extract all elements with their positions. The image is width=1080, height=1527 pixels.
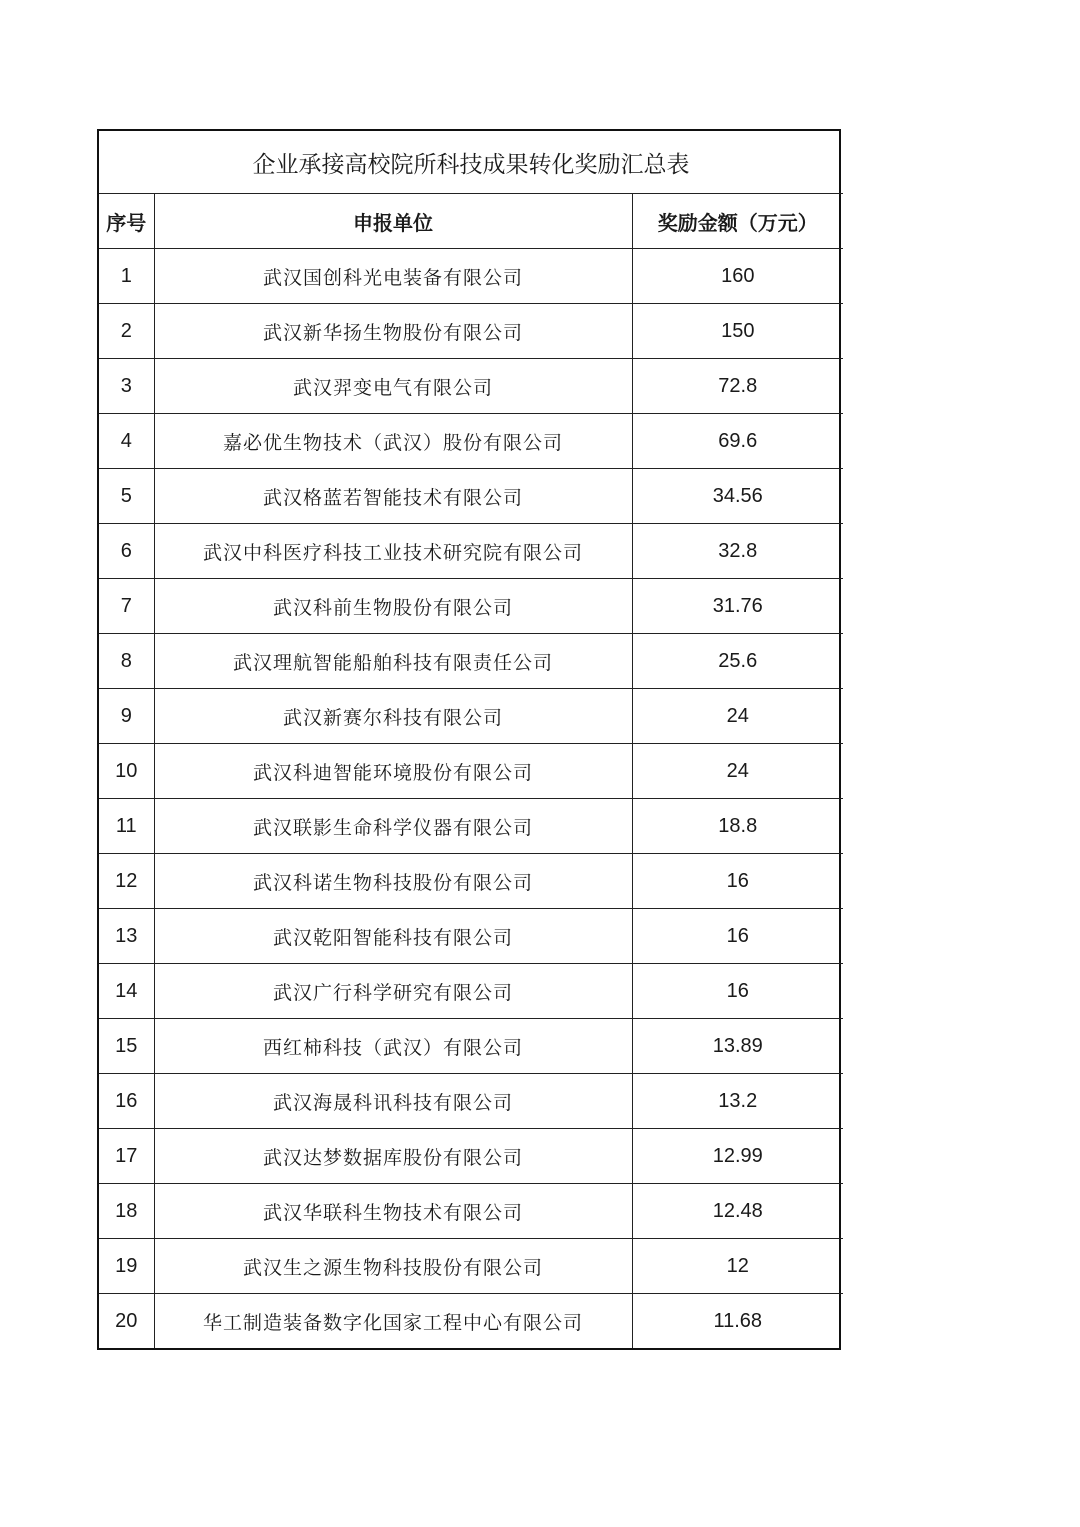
row-index: 4 (99, 414, 154, 469)
company-name: 武汉广行科学研究有限公司 (154, 964, 632, 1019)
table-row (99, 414, 843, 469)
award-amount: 69.6 (632, 414, 843, 469)
award-amount: 11.68 (632, 1294, 843, 1349)
table-row (99, 304, 843, 359)
table-row (99, 1239, 843, 1294)
row-index: 9 (99, 689, 154, 744)
row-index: 8 (99, 634, 154, 689)
award-amount: 12.99 (632, 1129, 843, 1184)
column-header-index: 序号 (99, 194, 154, 249)
row-index: 14 (99, 964, 154, 1019)
table-row (99, 579, 843, 634)
table-header-row (99, 194, 843, 249)
company-name: 武汉科前生物股份有限公司 (154, 579, 632, 634)
company-name: 武汉海晟科讯科技有限公司 (154, 1074, 632, 1129)
award-amount: 13.89 (632, 1019, 843, 1074)
award-amount: 18.8 (632, 799, 843, 854)
table-row (99, 909, 843, 964)
row-index: 17 (99, 1129, 154, 1184)
award-amount: 16 (632, 854, 843, 909)
company-name: 武汉新华扬生物股份有限公司 (154, 304, 632, 359)
award-amount: 25.6 (632, 634, 843, 689)
award-amount: 24 (632, 744, 843, 799)
row-index: 2 (99, 304, 154, 359)
row-index: 10 (99, 744, 154, 799)
award-amount: 160 (632, 249, 843, 304)
row-index: 20 (99, 1294, 154, 1349)
company-name: 武汉中科医疗科技工业技术研究院有限公司 (154, 524, 632, 579)
row-index: 13 (99, 909, 154, 964)
row-index: 11 (99, 799, 154, 854)
company-name: 嘉必优生物技术（武汉）股份有限公司 (154, 414, 632, 469)
table-row (99, 1129, 843, 1184)
company-name: 武汉新赛尔科技有限公司 (154, 689, 632, 744)
table-row (99, 359, 843, 414)
column-header-company: 申报单位 (154, 194, 632, 249)
row-index: 15 (99, 1019, 154, 1074)
row-index: 3 (99, 359, 154, 414)
award-amount: 12.48 (632, 1184, 843, 1239)
table-row (99, 249, 843, 304)
table-row (99, 964, 843, 1019)
table-row (99, 634, 843, 689)
table-row (99, 854, 843, 909)
award-summary-table (97, 129, 841, 1350)
row-index: 19 (99, 1239, 154, 1294)
company-name: 武汉生之源生物科技股份有限公司 (154, 1239, 632, 1294)
table-row (99, 469, 843, 524)
company-name: 武汉格蓝若智能技术有限公司 (154, 469, 632, 524)
award-amount: 16 (632, 964, 843, 1019)
company-name: 武汉华联科生物技术有限公司 (154, 1184, 632, 1239)
table-row (99, 1294, 843, 1349)
company-name: 武汉联影生命科学仪器有限公司 (154, 799, 632, 854)
table-row (99, 1074, 843, 1129)
table-row (99, 744, 843, 799)
table-row (99, 1184, 843, 1239)
award-amount: 150 (632, 304, 843, 359)
company-name: 武汉科诺生物科技股份有限公司 (154, 854, 632, 909)
award-amount: 72.8 (632, 359, 843, 414)
award-amount: 16 (632, 909, 843, 964)
award-amount: 12 (632, 1239, 843, 1294)
row-index: 18 (99, 1184, 154, 1239)
column-header-amount: 奖励金额（万元） (632, 194, 843, 249)
row-index: 1 (99, 249, 154, 304)
table-row (99, 689, 843, 744)
company-name: 武汉国创科光电装备有限公司 (154, 249, 632, 304)
award-amount: 24 (632, 689, 843, 744)
table-title: 企业承接高校院所科技成果转化奖励汇总表 (99, 131, 843, 194)
row-index: 6 (99, 524, 154, 579)
table-title-row (99, 131, 843, 194)
company-name: 武汉理航智能船舶科技有限责任公司 (154, 634, 632, 689)
company-name: 武汉乾阳智能科技有限公司 (154, 909, 632, 964)
table-row (99, 1019, 843, 1074)
row-index: 12 (99, 854, 154, 909)
company-name: 华工制造装备数字化国家工程中心有限公司 (154, 1294, 632, 1349)
row-index: 16 (99, 1074, 154, 1129)
table-row (99, 524, 843, 579)
award-amount: 34.56 (632, 469, 843, 524)
row-index: 5 (99, 469, 154, 524)
award-amount: 32.8 (632, 524, 843, 579)
company-name: 武汉达梦数据库股份有限公司 (154, 1129, 632, 1184)
table-row (99, 799, 843, 854)
company-name: 武汉科迪智能环境股份有限公司 (154, 744, 632, 799)
award-amount: 13.2 (632, 1074, 843, 1129)
row-index: 7 (99, 579, 154, 634)
award-amount: 31.76 (632, 579, 843, 634)
company-name: 西红柿科技（武汉）有限公司 (154, 1019, 632, 1074)
company-name: 武汉羿变电气有限公司 (154, 359, 632, 414)
